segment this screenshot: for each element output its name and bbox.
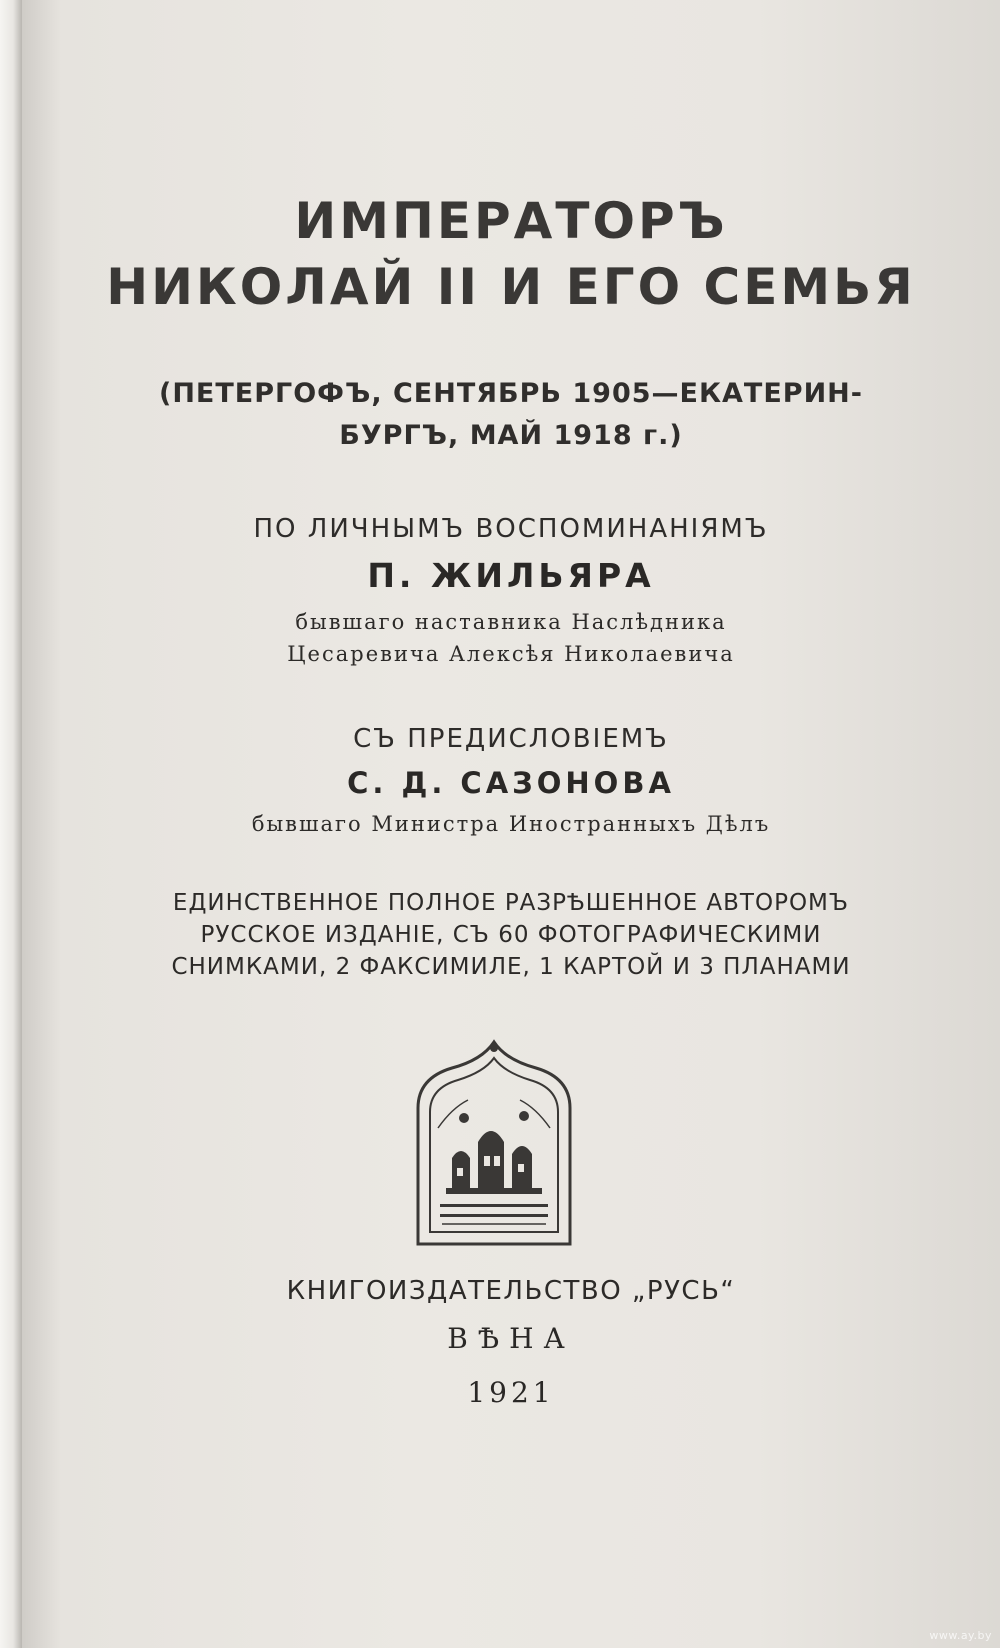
publication-city: ВѢНА — [447, 1322, 575, 1355]
subtitle-line-2: БУРГЪ, МАЙ 1918 г.) — [339, 420, 683, 451]
publisher-name: КНИГОИЗДАТЕЛЬСТВО „РУСЬ“ — [286, 1276, 736, 1306]
edition-line-3: СНИМКАМИ, 2 ФАКСИМИЛЕ, 1 КАРТОЙ И 3 ПЛАНАМИ — [171, 954, 851, 980]
preface-role: бывшаго Министра Иностранныхъ Дѣлъ — [251, 812, 771, 836]
preface-intro: СЪ ПРЕДИСЛОВIЕМЪ — [353, 724, 669, 754]
publisher-emblem-icon — [412, 1038, 576, 1246]
book-page-edge — [0, 0, 22, 1648]
title-page — [22, 0, 1000, 1648]
watermark: www.ay.by — [929, 1629, 992, 1642]
memoirs-author: П. ЖИЛЬЯРА — [367, 556, 655, 595]
memoirs-role-line-2: Цесаревича Алексѣя Николаевича — [287, 642, 735, 666]
edition-line-1: ЕДИНСТВЕННОЕ ПОЛНОЕ РАЗРѢШЕННОЕ АВТОРОМЪ — [172, 890, 850, 916]
preface-author: С. Д. САЗОНОВА — [347, 766, 675, 800]
title-line-1: ИМПЕРАТОРЪ — [294, 192, 728, 250]
memoirs-role-line-1: бывшаго наставника Наслѣдника — [295, 610, 727, 634]
edition-line-2: РУССКОЕ ИЗДАНIЕ, СЪ 60 ФОТОГРАФИЧЕСКИМИ — [200, 922, 822, 948]
publication-year: 1921 — [467, 1376, 555, 1409]
memoirs-intro: ПО ЛИЧНЫМЪ ВОСПОМИНАНIЯМЪ — [253, 514, 769, 544]
subtitle-line-1: (ПЕТЕРГОФЪ, СЕНТЯБРЬ 1905—ЕКАТЕРИН- — [158, 378, 863, 409]
title-line-2: НИКОЛАЙ II И ЕГО СЕМЬЯ — [106, 258, 916, 316]
